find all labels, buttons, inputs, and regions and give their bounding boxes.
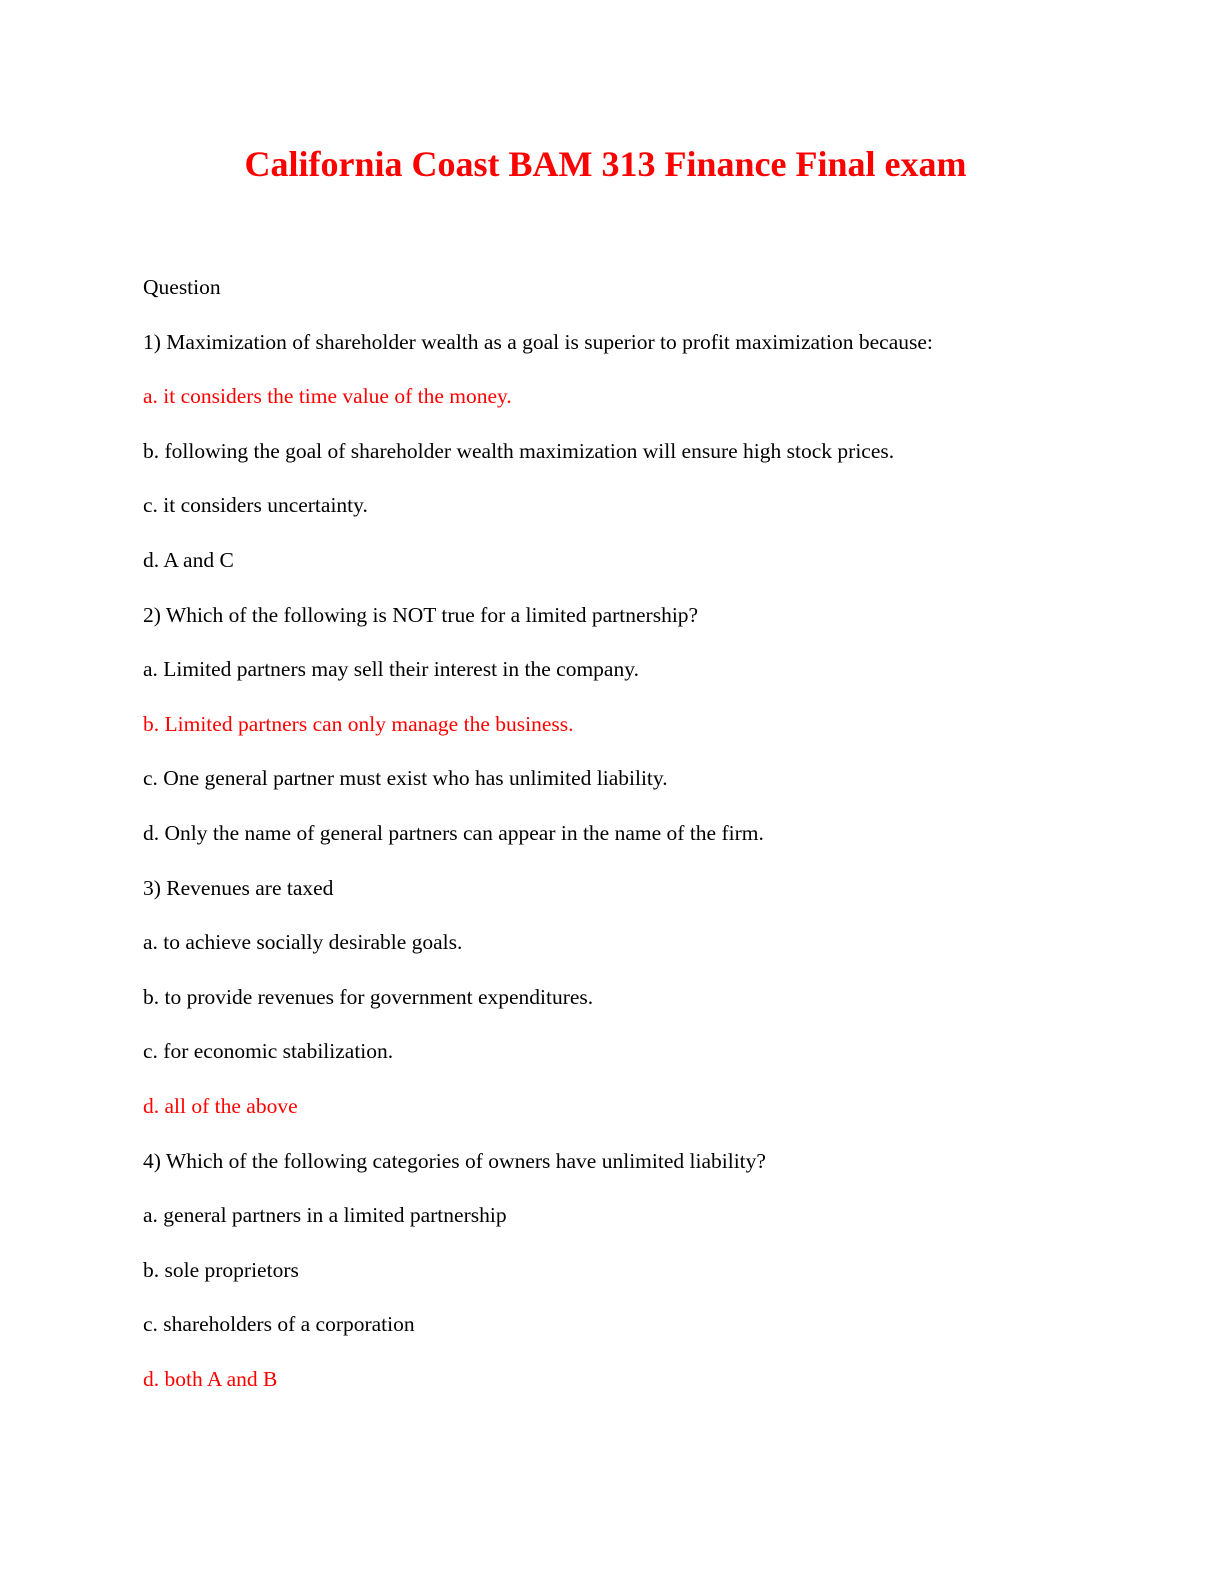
- answer-option: c. for economic stabilization.: [143, 1039, 394, 1064]
- question-heading: Question: [143, 275, 221, 299]
- answer-option: c. One general partner must exist who has unlimited liability.: [143, 766, 668, 791]
- document-title: California Coast BAM 313 Finance Final exam: [244, 144, 967, 184]
- question-text: 1) Maximization of shareholder wealth as a goal is superior to profit maximization because:: [143, 329, 933, 354]
- answer-option: b. sole proprietors: [143, 1257, 299, 1282]
- answer-option: d. Only the name of general partners can appear in the name of the firm.: [143, 820, 764, 845]
- answer-option: d. A and C: [143, 547, 234, 572]
- answer-option: a. to achieve socially desirable goals.: [143, 930, 463, 955]
- correct-answer-option: b. Limited partners can only manage the business.: [143, 711, 574, 736]
- answer-option: b. to provide revenues for government expenditures.: [143, 984, 594, 1009]
- correct-answer-option: d. both A and B: [143, 1366, 278, 1391]
- correct-answer-option: d. all of the above: [143, 1093, 298, 1118]
- correct-answer-option: a. it considers the time value of the money.: [143, 384, 512, 409]
- answer-option: a. Limited partners may sell their interest in the company.: [143, 657, 639, 682]
- question-text: 3) Revenues are taxed: [143, 875, 334, 900]
- answer-option: c. shareholders of a corporation: [143, 1312, 415, 1337]
- answer-option: a. general partners in a limited partnership: [143, 1203, 507, 1228]
- answer-option: c. it considers uncertainty.: [143, 493, 368, 518]
- answer-option: b. following the goal of shareholder wealth maximization will ensure high stock prices.: [143, 438, 895, 463]
- question-text: 4) Which of the following categories of owners have unlimited liability?: [143, 1148, 766, 1173]
- question-list: [143, 272, 1143, 1418]
- question-text: 2) Which of the following is NOT true for a limited partnership?: [143, 602, 699, 627]
